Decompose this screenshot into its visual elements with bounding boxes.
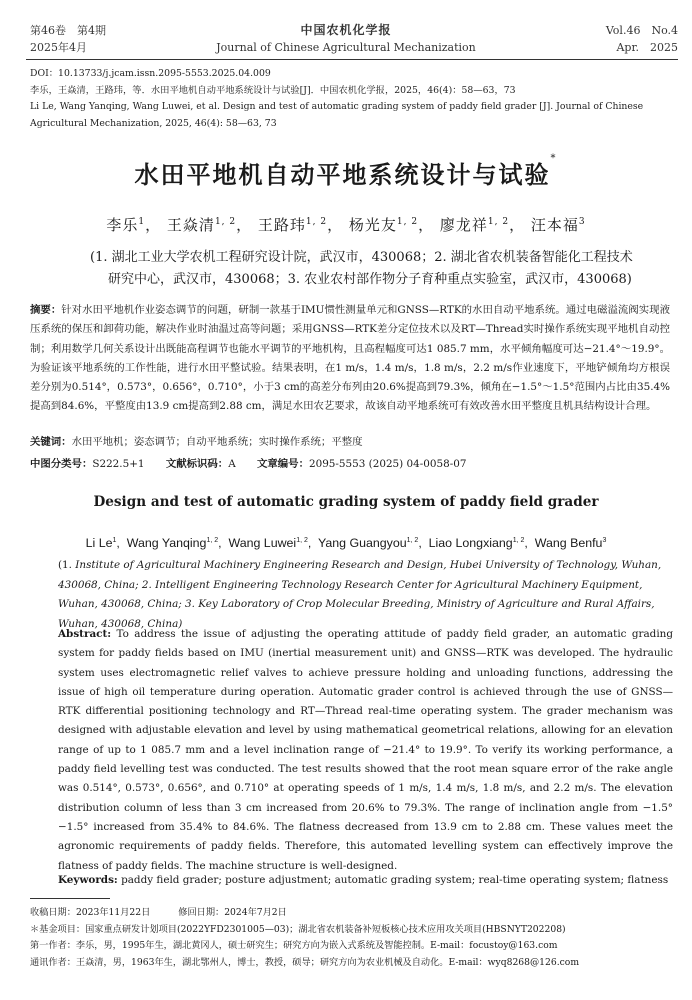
revised-label: 修回日期：	[178, 907, 225, 918]
dates-line	[30, 905, 680, 922]
affiliation-en-lead: (1.	[58, 559, 72, 571]
clc-label: 中图分类号：	[30, 458, 93, 470]
author-en: Li Le$^1$	[85, 536, 117, 550]
authors-en: Li Le$^1$, Wang Yanqing$^{1, 2}$, Wang Luwei$^{1, 2}$, Yang Guangyou$^{1, 2}$, Liao Longxiang$^{1, 2}$, Wang Benfu$^3$	[85, 536, 607, 550]
corresponding-author-note: 通讯作者：王焱清，男，1963年生，湖北鄂州人，博士，教授，硕导；研究方向为农业机械及自动化。E-mail：wyq8268@126.com	[30, 956, 580, 968]
affiliation-en-text: Institute of Agricultural Machinery Engineering Research and Design, Hubei University of Technology, Wuhan, 430068, China; 2. Intelligent Engineering Technology Research Center for Agricultural Machinery Equipment, Wuhan, 430068, China; 3. Key Laboratory of Crop Molecular Breeding, Ministry of Agriculture and Rural Affairs, Wuhan, 430068, China)	[58, 559, 662, 630]
author-cn: 李乐$^1$	[106, 216, 146, 234]
footnote-rule	[30, 898, 110, 899]
footnotes	[30, 905, 680, 971]
author-en: Wang Luwei$^{1, 2}$	[228, 536, 308, 550]
abstract-cn-text: 针对水田平地机作业姿态调节的问题，研制一款基于IMU惯性测量单元和GNSS—RTK的水田自动平地系统。通过电磁溢流阀实现液压系统的保压和卸荷功能，解决作业时油温过高等问题；采用GNSS—RTK差分定位技术以及RT—Thread实时操作系统实现平地机自动控制；利用数学几何关系设计出既能高程调节也能水平调节的平地机构，且高程幅度可达1 085.7 mm，水平倾角幅度可达−21.4°～19.9°。为验证该平地系统的工作性能，进行水田平整试验。结果表明，在1 m/s，1.4 m/s，1.8 m/s，2.2 m/s作业速度下，平地铲倾角均方根误差分别为0.514°，0.573°，0.656°，0.710°，小于3 cm的高差分布列由20.6%提高到79.3%，倾角在−1.5°～1.5°范围内占比由35.4%提高到84.6%，平整度由13.9 cm提高到2.88 cm，满足水田农艺要求，故该自动平地系统可有效改善水田平整度且机具结构设计合理。	[30, 304, 670, 413]
date-cn: 2025年4月	[30, 41, 87, 54]
title-en: Design and test of automatic grading system of paddy field grader	[93, 494, 599, 510]
affiliation-cn-line: 研究中心，武汉市，430068；3. 农业农村部作物分子育种重点实验室，武汉市，430068)	[108, 272, 632, 287]
doi[interactable]: DOI：10.13733/j.jcam.issn.2095-5553.2025.04.009	[30, 68, 271, 79]
keywords-en	[58, 871, 673, 890]
keywords-cn	[30, 433, 670, 452]
author-cn: 王路玮$^{1, 2}$	[257, 216, 328, 234]
author-cn: 廖龙祥$^{1, 2}$	[439, 216, 510, 234]
affiliations-en	[58, 556, 668, 634]
received-label: 收稿日期：	[30, 907, 76, 918]
keywords-cn-text: 水田平地机；姿态调节；自动平地系统；实时操作系统；平整度	[71, 436, 363, 448]
citation-block	[30, 66, 670, 132]
author-cn: 王焱清$^{1, 2}$	[166, 216, 237, 234]
authors-cn: 李乐$^1$， 王焱清$^{1, 2}$， 王路玮$^{1, 2}$， 杨光友$^{1, 2}$， 廖龙祥$^{1, 2}$， 汪本福$^3$	[106, 216, 586, 234]
citation-cn: 李乐，王焱清，王路玮，等．水田平地机自动平地系统设计与试验[J]．中国农机化学报，2025，46(4)：58—63，73	[30, 84, 516, 96]
revised-date: 2024年7月2日	[224, 907, 287, 918]
article-number: 2095-5553 (2025) 04-0058-07	[308, 458, 467, 470]
author-en: Liao Longxiang$^{1, 2}$	[428, 536, 525, 550]
article-number-label: 文章编号：	[257, 458, 309, 470]
title-cn-text: 水田平地机自动平地系统设计与试验	[134, 160, 551, 189]
volume-issue-en: Vol.46 No.4	[605, 24, 678, 37]
author-cn: 杨光友$^{1, 2}$	[348, 216, 419, 234]
keywords-en-label: Keywords:	[58, 874, 118, 886]
date-en: Apr. 2025	[616, 41, 678, 54]
document-code: A	[228, 458, 236, 470]
classification-cn	[30, 455, 670, 474]
abstract-cn-label: 摘要：	[30, 304, 62, 316]
author-en: Yang Guangyou$^{1, 2}$	[317, 536, 419, 550]
header-right	[606, 22, 678, 56]
author-en: Wang Benfu$^3$	[534, 536, 607, 550]
affiliations-cn	[90, 247, 650, 291]
journal-name-en: Journal of Chinese Agricultural Mechanization	[216, 41, 476, 54]
clc-number: S222.5+1	[92, 458, 145, 470]
journal-name-cn: 中国农机化学报	[300, 23, 392, 37]
volume-issue-cn: 第46卷 第4期	[30, 24, 106, 37]
abstract-cn	[30, 301, 670, 417]
author-cn: 汪本福$^3$	[530, 216, 586, 234]
first-author-note: 第一作者：李乐，男，1995年生，湖北黄冈人，硕士研究生；研究方向为嵌入式系统及智能控制。E-mail：focustoy@163.com	[30, 940, 558, 952]
received-date: 2023年11月22日	[75, 907, 151, 918]
abstract-en-label: Abstract:	[58, 628, 112, 640]
abstract-en-text: To address the issue of adjusting the operating attitude of paddy field grader, an automatic grading system for paddy fields based on IMU (inertial measurement unit) and GNSS—RTK was developed. The hydraulic system uses electromagnetic relief valves to achieve pressure holding and unloading functions, addressing the issue of high oil temperature during operation. Automatic grader control is achieved through the use of GNSS—RTK differential positioning technology and RT—Thread real-time operating system. The grader mechanism was designed with adjustable elevation and level by using mathematical geometrical relations, allowing for an elevation range of up to 1 085.7 mm and a level inclination range of −21.4° to 19.9°. To verify its working performance, a paddy field levelling test was conducted. The test results showed that the root mean square error of the rake angle was 0.514°, 0.573°, 0.656°, and 0.710° at operating speeds of 1 m/s, 1.4 m/s, 1.8 m/s, and 2.2 m/s. The elevation distribution column of less than 3 cm increased from 20.6% to 79.3%. The range of inclination angle from −1.5°−1.5° increased from 35.4% to 84.6%. The flatness decreased from 13.9 cm to 2.88 cm. These values meet the agronomic requirements of paddy fields. Therefore, this automated levelling system can effectively improve the flatness of paddy fields. The machine structure is well-designed.	[58, 628, 673, 872]
author-en: Wang Yanqing$^{1, 2}$	[126, 536, 219, 550]
abstract-en	[58, 625, 673, 876]
fund-note: ＊基金项目：国家重点研发计划项目(2022YFD2301005—03)；湖北省农机装备补短板核心技术应用攻关项目(HBSNYT202208)	[30, 923, 566, 935]
affiliation-cn-line: (1. 湖北工业大学农机工程研究设计院，武汉市，430068；2. 湖北省农机装备智能化工程技术	[90, 250, 633, 265]
citation-en: Li Le, Wang Yanqing, Wang Luwei, et al. Design and test of automatic grading system of paddy field grader [J]. Journal of Chinese Agricultural Mechanization, 2025, 46(4): 58—63, 73	[30, 101, 644, 129]
keywords-en-text: paddy field grader; posture adjustment; automatic grading system; real-time operating system; flatness	[117, 874, 669, 886]
document-code-label: 文献标识码：	[165, 458, 229, 470]
keywords-cn-label: 关键词：	[30, 436, 72, 448]
header-rule	[26, 59, 678, 60]
header-center	[0, 22, 692, 56]
title-footnote-mark: *	[550, 153, 558, 164]
title-cn	[0, 155, 692, 190]
